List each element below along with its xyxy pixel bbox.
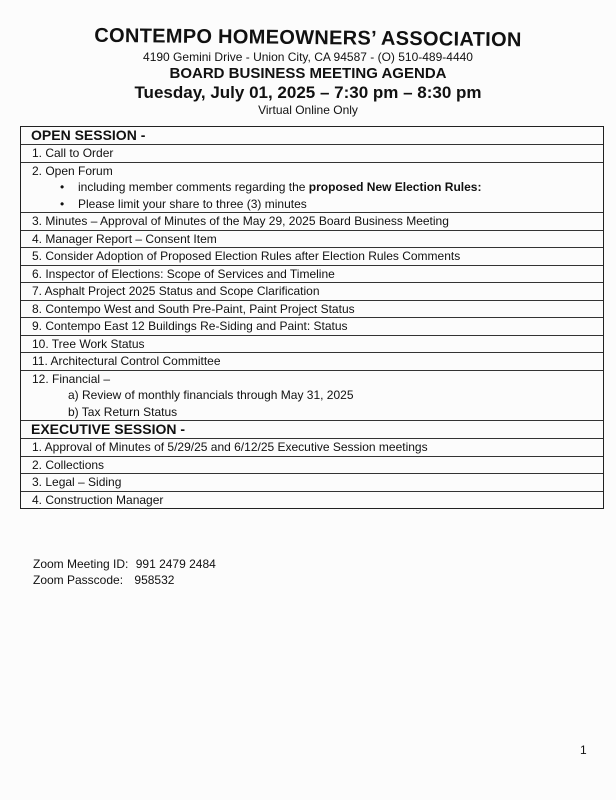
exec-item-construction-manager: 4. Construction Manager (32, 492, 164, 507)
open-session-heading: OPEN SESSION - (21, 127, 603, 145)
executive-session-heading: EXECUTIVE SESSION - (21, 421, 603, 439)
financial-sub-b: b) Tax Return Status (68, 404, 178, 419)
open-forum-bullet-1 (32, 179, 603, 196)
agenda-item-minutes: 3. Minutes – Approval of Minutes of the May 29, 2025 Board Business Meeting (21, 213, 603, 231)
agenda-item-architectural-committee: 11. Architectural Control Committee (21, 353, 603, 371)
zoom-pass-label: Zoom Passcode: (33, 572, 124, 587)
bullet-bold-text: proposed New Election Rules: (308, 180, 482, 194)
exec-item-collections: 2. Collections (21, 457, 603, 475)
agenda-table (20, 126, 604, 509)
bullet-text: including member comments regarding the (78, 180, 309, 194)
zoom-id-label: Zoom Meeting ID: (33, 557, 129, 571)
zoom-passcode (33, 573, 216, 589)
open-forum-label: 2. Open Forum (32, 163, 113, 178)
zoom-pass-value: 958532 (134, 572, 175, 587)
meeting-mode: Virtual Online Only (258, 103, 358, 117)
financial-sub-a: a) Review of monthly financials through May 31, 2025 (68, 388, 354, 402)
bullet-icon: • (60, 196, 65, 211)
financial-label: 12. Financial – (32, 371, 111, 386)
association-address: 4190 Gemini Drive - Union City, CA 94587 - (O) 510-489-4440 (143, 50, 473, 64)
agenda-item-election-rules: 5. Consider Adoption of Proposed Election Rules after Election Rules Comments (21, 248, 603, 266)
exec-item-legal: 3. Legal – Siding (21, 474, 603, 492)
agenda-item-manager-report: 4. Manager Report – Consent Item (21, 231, 603, 249)
association-name: CONTEMPO HOMEOWNERS’ ASSOCIATION (94, 24, 522, 52)
meeting-title: BOARD BUSINESS MEETING AGENDA (169, 65, 447, 82)
zoom-info (33, 557, 216, 588)
agenda-item-re-siding: 9. Contempo East 12 Buildings Re-Siding and Paint: Status (21, 318, 603, 336)
agenda-item-asphalt-project: 7. Asphalt Project 2025 Status and Scope Clarification (21, 283, 603, 301)
page-number: 1 (580, 743, 587, 757)
meeting-date-time: Tuesday, July 01, 2025 – 7:30 pm – 8:30 pm (134, 83, 482, 102)
agenda-item-paint-project: 8. Contempo West and South Pre-Paint, Paint Project Status (21, 301, 603, 319)
bullet-text: Please limit your share to three (3) minutes (78, 196, 307, 211)
agenda-header (0, 26, 616, 118)
agenda-item-inspector-of-elections: 6. Inspector of Elections: Scope of Services and Timeline (21, 266, 603, 284)
open-forum-bullet-2 (32, 196, 603, 213)
zoom-id-value: 991 2479 2484 (135, 557, 216, 571)
agenda-item-open-forum (21, 163, 603, 214)
agenda-item-financial (21, 371, 603, 422)
agenda-item-tree-work: 10. Tree Work Status (21, 336, 603, 354)
exec-item-minutes: 1. Approval of Minutes of 5/29/25 and 6/12/25 Executive Session meetings (21, 439, 603, 457)
agenda-item-call-to-order: 1. Call to Order (21, 145, 603, 163)
bullet-icon: • (60, 180, 65, 194)
zoom-meeting-id (33, 557, 216, 573)
